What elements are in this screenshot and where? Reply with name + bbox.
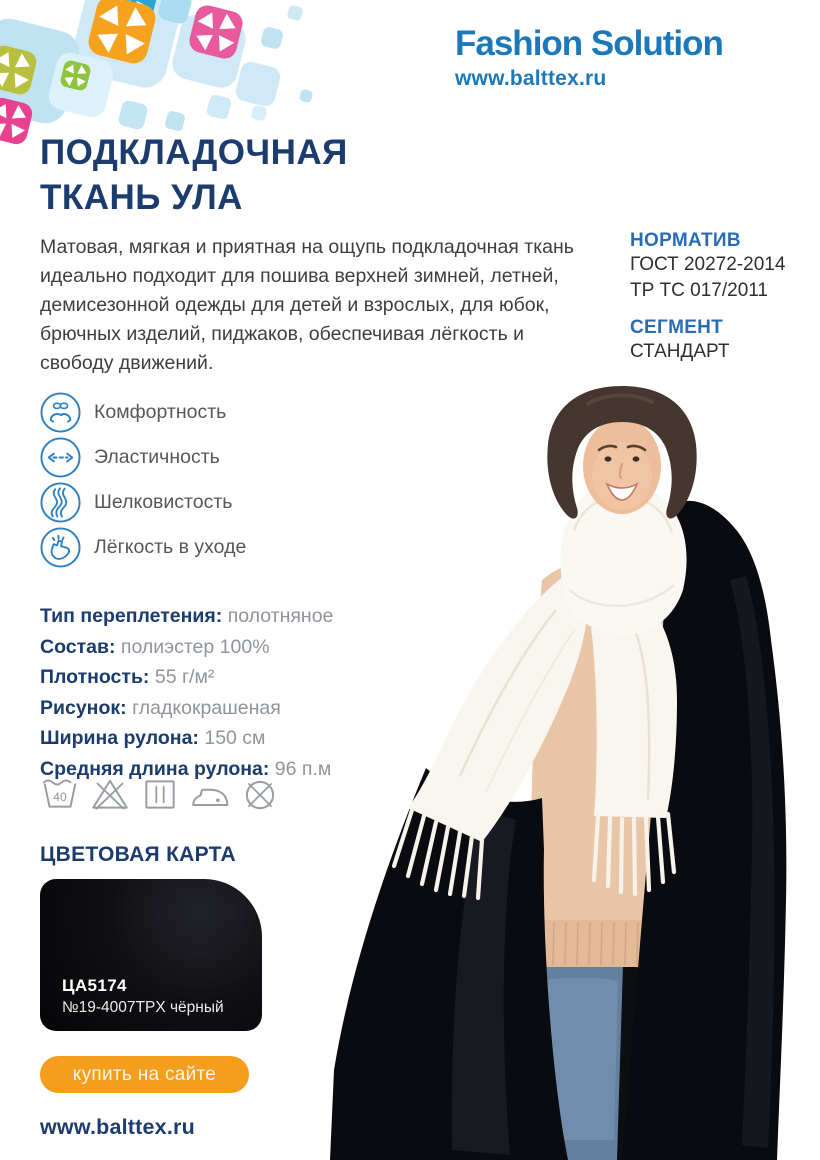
spec-roll-length: Средняя длина рулона: 96 п.м: [40, 757, 332, 780]
brand-site-url: www.balttex.ru: [455, 67, 607, 90]
mosaic-tile: [251, 105, 268, 122]
specs-list: [40, 601, 333, 784]
wash-40-icon: [38, 773, 82, 815]
page-title-line2: ТКАНЬ УЛА: [40, 178, 243, 217]
mosaic-tile: [260, 26, 284, 50]
brand-logo-text: Fashion Solution: [455, 24, 723, 63]
spec-composition: Состав: полиэстер 100%: [40, 635, 270, 658]
care-symbols-row: [38, 773, 282, 815]
features-list: [40, 390, 246, 570]
comfort-hands-infinity-icon: [40, 392, 81, 433]
do-not-bleach-icon: [88, 773, 132, 815]
model-photo-illustration: [330, 380, 820, 1160]
color-swatch-black: [40, 879, 262, 1031]
page-title: [40, 130, 348, 220]
mosaic-tile: [117, 99, 149, 131]
silkiness-waves-icon: [40, 482, 81, 523]
feature-easy-care: [40, 525, 246, 570]
swatch-pantone-code: №19-4007TPX чёрный: [62, 999, 224, 1016]
product-description: Матовая, мягкая и приятная на ощупь подкладочная ткань идеально подходит для пошива верхней зимней, летней, демисезонной одежды для детей и взрослых, для юбок, брючных изделий, пиджаков, обеспечивая лёгкость и свободу движений.: [40, 236, 574, 374]
easy-care-snap-icon: [40, 527, 81, 568]
spec-weave-type: Тип переплетения: полотняное: [40, 605, 334, 627]
mosaic-tile: [164, 110, 186, 132]
spec-pattern: Рисунок: гладкокрашеная: [40, 696, 281, 719]
segment-label: СЕГМЕНТ: [630, 317, 724, 338]
mosaic-tile: [234, 60, 282, 108]
mosaic-tile: [299, 89, 314, 104]
mosaic-tile: [206, 94, 233, 121]
iron-one-dot-icon: [188, 773, 232, 815]
standards-block: [630, 230, 815, 365]
standards-label: НОРМАТИВ: [630, 230, 741, 251]
swatch-article-code: ЦА5174: [62, 976, 127, 995]
brand-block: [455, 24, 785, 91]
svg-text:40: 40: [53, 789, 67, 804]
standard-tr-ts: ТР ТС 017/2011: [630, 280, 769, 301]
color-card-heading: ЦВЕТОВАЯ КАРТА: [40, 843, 236, 866]
mosaic-pattern: [0, 0, 330, 150]
feature-elasticity: [40, 435, 246, 480]
model-photo-woman-white-scarf: [330, 380, 820, 1160]
spec-density: Плотность: 55 г/м²: [40, 666, 215, 688]
feature-comfort: [40, 390, 246, 435]
spec-roll-width: Ширина рулона: 150 см: [40, 727, 266, 749]
feature-label: Лёгкость в уходе: [94, 536, 247, 558]
feature-label: Эластичность: [94, 446, 220, 468]
drip-dry-icon: [138, 773, 182, 815]
feature-label: Шелковистость: [94, 491, 233, 513]
feature-silkiness: [40, 480, 246, 525]
elasticity-arrows-icon: [40, 437, 81, 478]
buy-on-site-button[interactable]: купить на сайте: [40, 1056, 249, 1093]
feature-label: Комфортность: [94, 401, 227, 423]
segment-value: СТАНДАРТ: [630, 341, 730, 362]
do-not-dry-clean-icon: [238, 773, 282, 815]
footer-site-link[interactable]: www.balttex.ru: [40, 1115, 195, 1139]
mosaic-tile: [287, 5, 304, 22]
standard-gost: ГОСТ 20272-2014: [630, 254, 786, 275]
page-title-line1: ПОДКЛАДОЧНАЯ: [40, 133, 348, 172]
